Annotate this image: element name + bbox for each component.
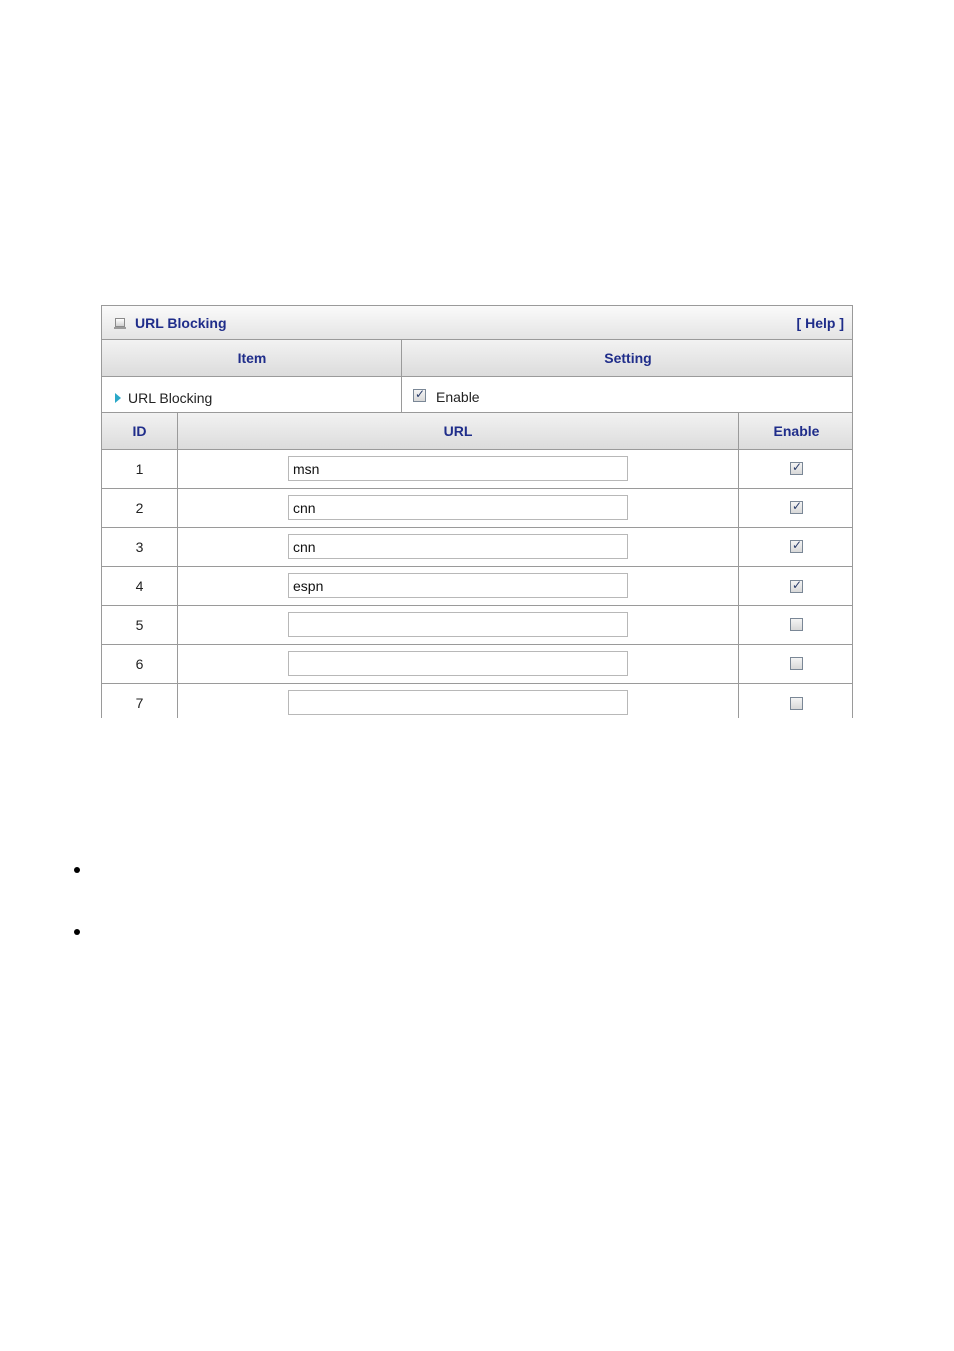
- column-id: ID: [102, 413, 177, 450]
- row-divider: [102, 566, 852, 567]
- row-enable-checkbox-7[interactable]: [790, 697, 803, 710]
- bullet-point: [74, 929, 80, 935]
- row-id: 5: [135, 617, 144, 633]
- bullet-point: [74, 867, 80, 873]
- row-enable-checkbox-5[interactable]: [790, 618, 803, 631]
- url-input-3[interactable]: [288, 534, 628, 559]
- panel-title: URL Blocking: [135, 315, 227, 331]
- window-icon: [115, 318, 125, 327]
- url-input-7[interactable]: [288, 690, 628, 715]
- column-enable: Enable: [739, 413, 853, 450]
- row-enable-checkbox-1[interactable]: [790, 462, 803, 475]
- feature-label: URL Blocking: [128, 390, 213, 406]
- url-blocking-enable-checkbox[interactable]: [413, 389, 426, 402]
- header-item: Item: [102, 340, 402, 377]
- row-enable-checkbox-2[interactable]: [790, 501, 803, 514]
- column-url: URL: [178, 413, 738, 450]
- row-id: 7: [135, 695, 144, 711]
- header-setting: Setting: [402, 340, 853, 377]
- row-id: 3: [135, 539, 144, 555]
- row-id: 1: [135, 461, 144, 477]
- url-input-4[interactable]: [288, 573, 628, 598]
- row-divider: [102, 644, 852, 645]
- divider: [401, 340, 402, 412]
- row-divider: [102, 488, 852, 489]
- row-enable-checkbox-4[interactable]: [790, 580, 803, 593]
- url-input-6[interactable]: [288, 651, 628, 676]
- url-input-1[interactable]: [288, 456, 628, 481]
- row-divider: [102, 605, 852, 606]
- triangle-right-icon: [115, 393, 121, 403]
- row-enable-checkbox-6[interactable]: [790, 657, 803, 670]
- panel-titlebar: [102, 306, 852, 340]
- row-id: 4: [135, 578, 144, 594]
- row-id: 2: [135, 500, 144, 516]
- row-id: 6: [135, 656, 144, 672]
- help-link[interactable]: [ Help ]: [796, 315, 844, 331]
- url-input-5[interactable]: [288, 612, 628, 637]
- row-enable-checkbox-3[interactable]: [790, 540, 803, 553]
- url-blocking-panel: [101, 305, 853, 718]
- row-divider: [102, 683, 852, 684]
- enable-label: Enable: [436, 389, 480, 405]
- row-divider: [102, 527, 852, 528]
- url-input-2[interactable]: [288, 495, 628, 520]
